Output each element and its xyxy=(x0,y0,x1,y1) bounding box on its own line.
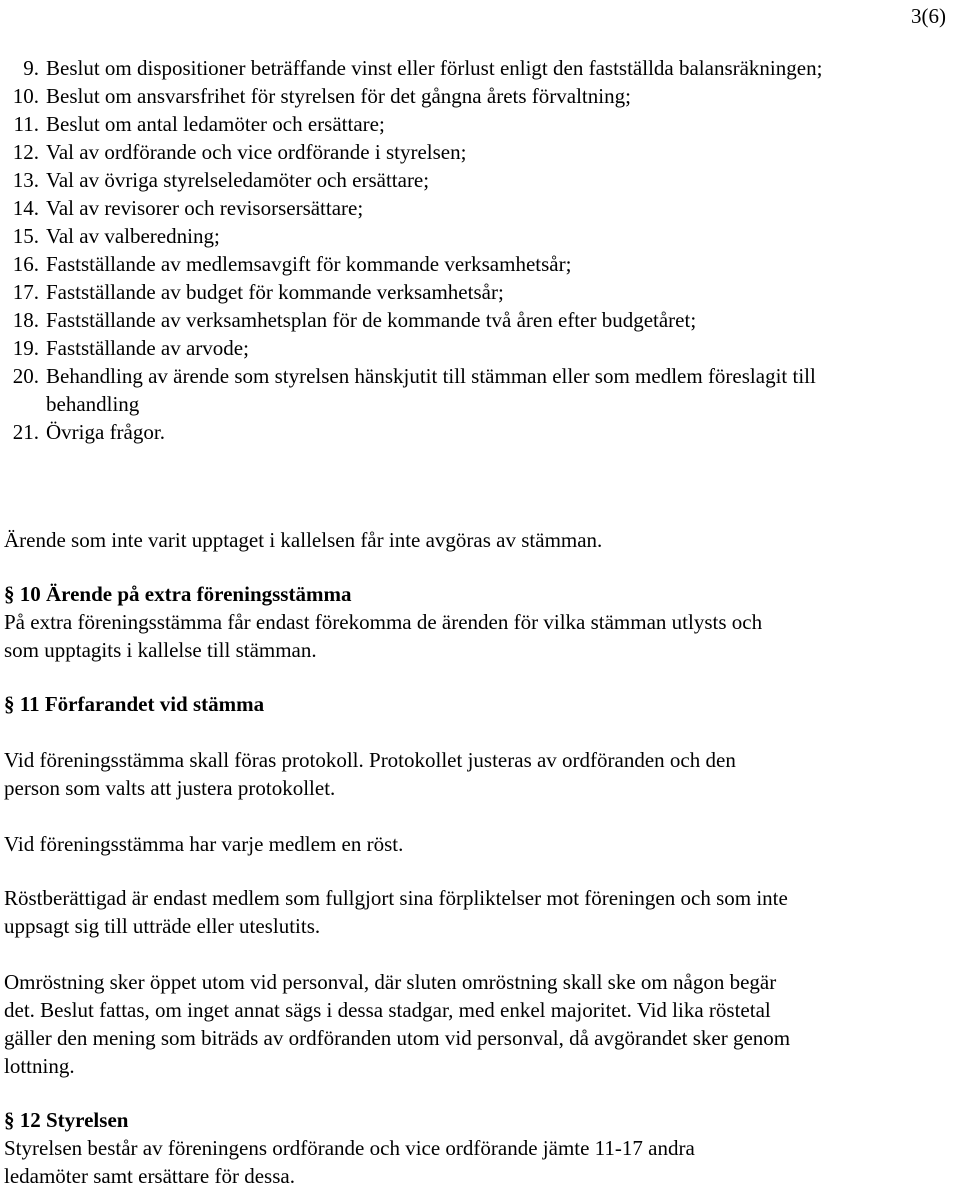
section-11-paragraph: Röstberättigad är endast medlem som fullgjort sina förpliktelser mot föreningen och som inte uppsagt sig till utträde eller uteslutits. xyxy=(4,886,788,938)
agenda-item xyxy=(4,110,824,138)
agenda-item-number: 16. xyxy=(12,252,39,276)
section-11-heading: § 11 Förfarandet vid stämma xyxy=(4,692,265,716)
agenda-item-text: Val av revisorer och revisorsersättare; xyxy=(46,196,364,220)
agenda-item-text: Fastställande av arvode; xyxy=(46,336,249,360)
agenda-item-number: 9. xyxy=(23,56,39,80)
agenda-item xyxy=(4,278,824,306)
section-11-paragraph: Vid föreningsstämma har varje medlem en röst. xyxy=(4,832,404,856)
section-12-heading: § 12 Styrelsen xyxy=(4,1108,129,1132)
agenda-item-text: Val av ordförande och vice ordförande i styrelsen; xyxy=(46,140,467,164)
agenda-item-number: 10. xyxy=(12,84,39,108)
section-11-paragraph: Vid föreningsstämma skall föras protokoll. Protokollet justeras av ordföranden och den person som valts att justera protokollet. xyxy=(4,748,736,800)
agenda-item xyxy=(4,418,824,446)
agenda-item-number: 18. xyxy=(12,308,39,332)
section-10-body: På extra föreningsstämma får endast förekomma de ärenden för vilka stämman utlysts och som upptagits i kallelse till stämman. xyxy=(4,610,763,662)
agenda-item xyxy=(4,54,824,82)
agenda-item-text: Val av övriga styrelseledamöter och ersättare; xyxy=(46,168,430,192)
agenda-item-text: Fastställande av budget för kommande verksamhetsår; xyxy=(46,280,504,304)
agenda-item-number: 14. xyxy=(12,196,39,220)
agenda-item xyxy=(4,362,824,418)
agenda-item-number: 17. xyxy=(12,280,39,304)
agenda-item-number: 13. xyxy=(12,168,39,192)
agenda-item xyxy=(4,222,824,250)
agenda-item-text: Övriga frågor. xyxy=(46,420,165,444)
agenda-item-text: Beslut om ansvarsfrihet för styrelsen för det gångna årets förvaltning; xyxy=(46,84,631,108)
agenda-item-text: Val av valberedning; xyxy=(46,224,220,248)
page-number: 3(6) xyxy=(911,4,946,28)
agenda-item xyxy=(4,194,824,222)
agenda-item-number: 20. xyxy=(12,364,39,388)
agenda-item-text: Fastställande av medlemsavgift för kommande verksamhetsår; xyxy=(46,252,572,276)
agenda-item-number: 11. xyxy=(13,112,39,136)
agenda-item-number: 21. xyxy=(12,420,39,444)
agenda-item-text: Fastställande av verksamhetsplan för de kommande två åren efter budgetåret; xyxy=(46,308,697,332)
agenda-item-text: Beslut om antal ledamöter och ersättare; xyxy=(46,112,385,136)
agenda-item xyxy=(4,82,824,110)
section-11-paragraph: Omröstning sker öppet utom vid personval, där sluten omröstning skall ske om någon begär det. Beslut fattas, om inget annat sägs i dessa stadgar, med enkel majoritet. Vid lika röstetal gäller den mening som biträds av ordföranden utom vid personval, då avgörandet sker genom lottning. xyxy=(4,970,791,1078)
agenda-note: Ärende som inte varit upptaget i kallelsen får inte avgöras av stämman. xyxy=(4,528,603,552)
agenda-item xyxy=(4,250,824,278)
agenda-item-text: Behandling av ärende som styrelsen hänskjutit till stämman eller som medlem föreslagit till behandling xyxy=(46,364,816,416)
agenda-item-number: 15. xyxy=(12,224,39,248)
agenda-item xyxy=(4,166,824,194)
section-12-body: Styrelsen består av föreningens ordförande och vice ordförande jämte 11-17 andra ledamöter samt ersättare för dessa. xyxy=(4,1136,695,1188)
agenda-item xyxy=(4,306,824,334)
agenda-item-number: 19. xyxy=(12,336,39,360)
agenda-list xyxy=(4,54,824,446)
agenda-item-number: 12. xyxy=(12,140,39,164)
agenda-item xyxy=(4,334,824,362)
agenda-item xyxy=(4,138,824,166)
agenda-item-text: Beslut om dispositioner beträffande vinst eller förlust enligt den fastställda balansräkningen; xyxy=(46,56,823,80)
section-10-heading: § 10 Ärende på extra föreningsstämma xyxy=(4,582,352,606)
